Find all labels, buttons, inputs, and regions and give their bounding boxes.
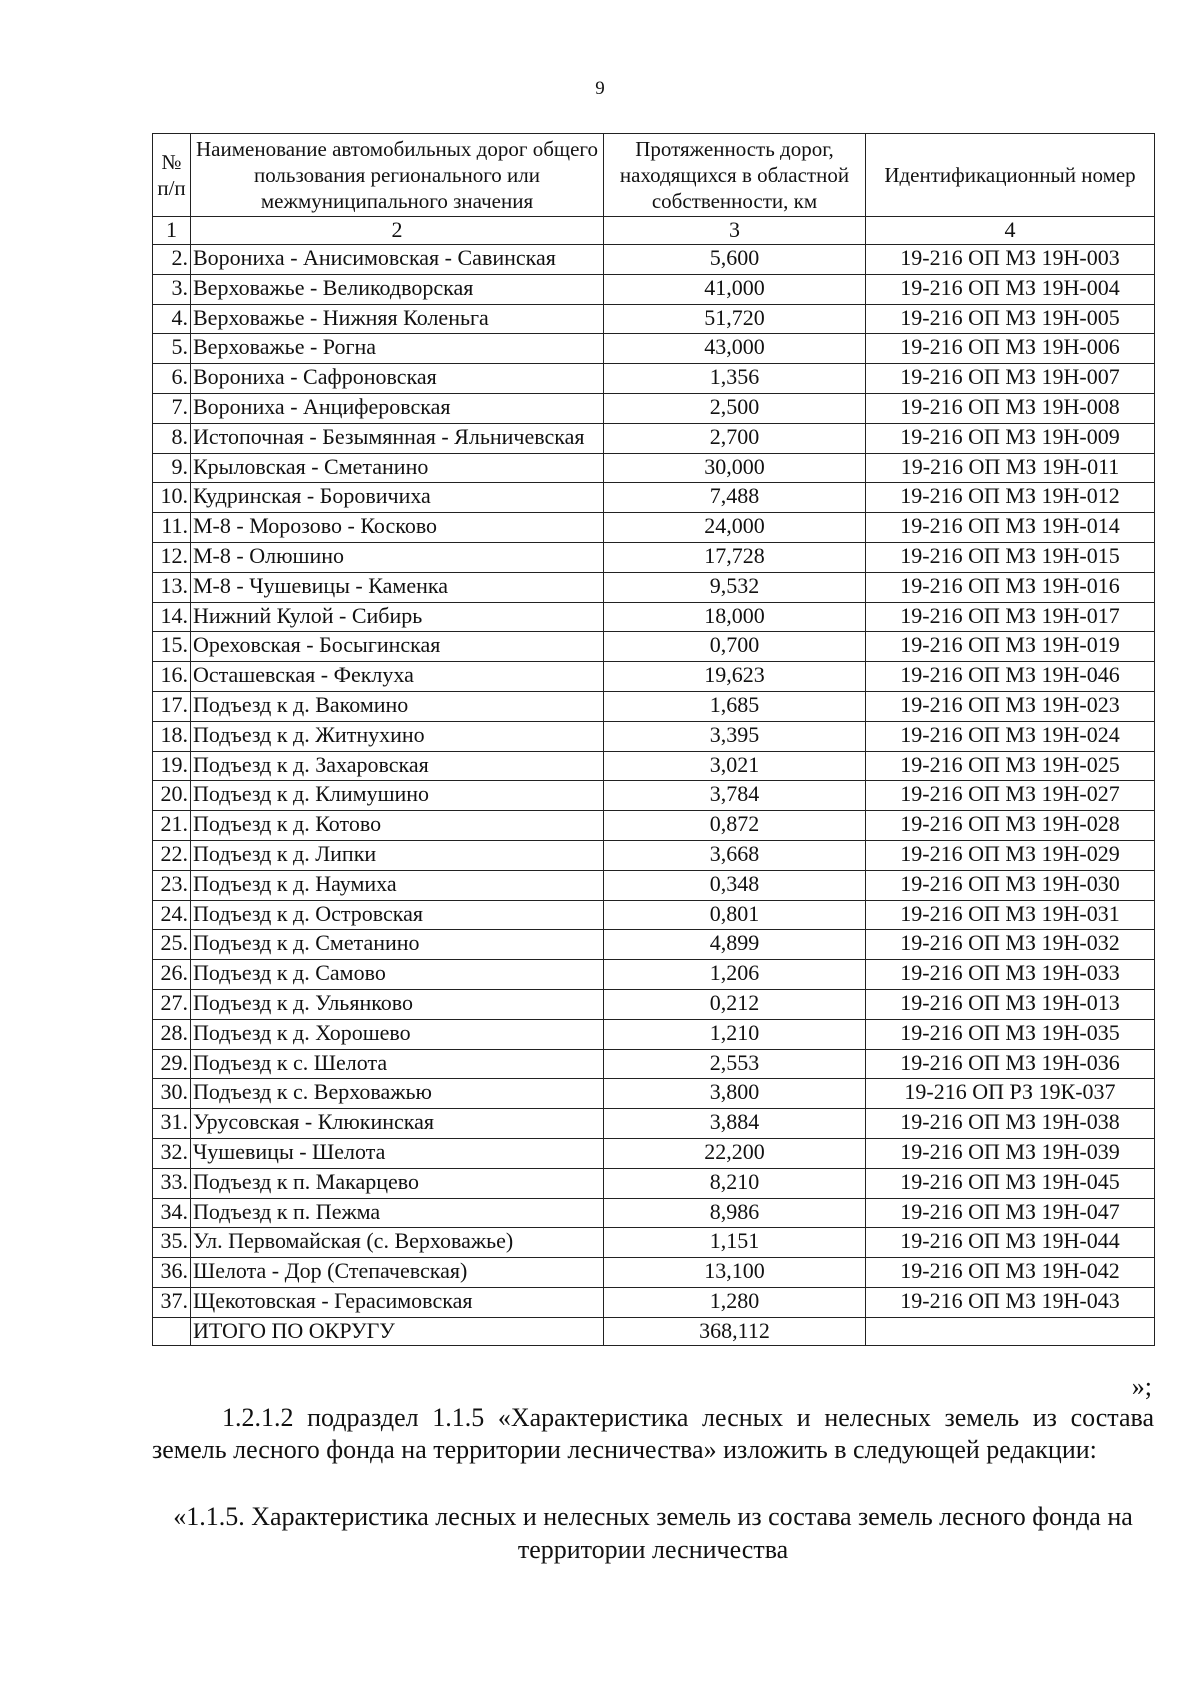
road-identifier: 19-216 ОП МЗ 19Н-016 <box>866 572 1155 602</box>
row-number: 17. <box>153 691 191 721</box>
column-number: 1 <box>153 217 191 245</box>
table-row <box>153 364 1155 394</box>
road-length: 2,700 <box>604 423 866 453</box>
road-length: 19,623 <box>604 662 866 692</box>
total-row <box>153 1317 1155 1345</box>
road-identifier: 19-216 ОП МЗ 19Н-036 <box>866 1049 1155 1079</box>
road-length: 1,151 <box>604 1228 866 1258</box>
table-row <box>153 989 1155 1019</box>
road-length: 7,488 <box>604 483 866 513</box>
road-name: Подъезд к д. Хорошево <box>191 1019 604 1049</box>
road-identifier: 19-216 ОП МЗ 19Н-042 <box>866 1258 1155 1288</box>
total-label: ИТОГО ПО ОКРУГУ <box>191 1317 604 1345</box>
road-length: 4,899 <box>604 930 866 960</box>
row-number: 10. <box>153 483 191 513</box>
road-length: 1,280 <box>604 1287 866 1317</box>
road-name: Подъезд к д. Сметанино <box>191 930 604 960</box>
road-name: Подъезд к с. Верховажью <box>191 1079 604 1109</box>
road-identifier: 19-216 ОП МЗ 19Н-019 <box>866 632 1155 662</box>
table-row <box>153 393 1155 423</box>
road-name: Верховажье - Великодворская <box>191 274 604 304</box>
road-identifier: 19-216 ОП МЗ 19Н-029 <box>866 840 1155 870</box>
table-row <box>153 1228 1155 1258</box>
road-name: М-8 - Олюшино <box>191 542 604 572</box>
road-length: 0,872 <box>604 811 866 841</box>
road-length: 1,685 <box>604 691 866 721</box>
table-row <box>153 304 1155 334</box>
table-row <box>153 900 1155 930</box>
row-number: 31. <box>153 1109 191 1139</box>
table-row <box>153 721 1155 751</box>
table-row <box>153 453 1155 483</box>
table-row <box>153 930 1155 960</box>
road-name: М-8 - Чушевицы - Каменка <box>191 572 604 602</box>
road-identifier: 19-216 ОП МЗ 19Н-024 <box>866 721 1155 751</box>
road-length: 43,000 <box>604 334 866 364</box>
row-number: 4. <box>153 304 191 334</box>
row-number: 35. <box>153 1228 191 1258</box>
row-number: 22. <box>153 840 191 870</box>
table-row <box>153 602 1155 632</box>
row-number: 21. <box>153 811 191 841</box>
road-name: Подъезд к д. Захаровская <box>191 751 604 781</box>
road-name: Верховажье - Рогна <box>191 334 604 364</box>
row-number: 14. <box>153 602 191 632</box>
total-length: 368,112 <box>604 1317 866 1345</box>
road-length: 8,210 <box>604 1168 866 1198</box>
row-number: 8. <box>153 423 191 453</box>
road-name: М-8 - Морозово - Косково <box>191 513 604 543</box>
table-row <box>153 1138 1155 1168</box>
road-name: Подъезд к д. Липки <box>191 840 604 870</box>
column-number: 3 <box>604 217 866 245</box>
table-row <box>153 870 1155 900</box>
road-identifier: 19-216 ОП МЗ 19Н-032 <box>866 930 1155 960</box>
table-row <box>153 1049 1155 1079</box>
road-name: Чушевицы - Шелота <box>191 1138 604 1168</box>
row-number: 6. <box>153 364 191 394</box>
road-length: 3,021 <box>604 751 866 781</box>
column-number: 2 <box>191 217 604 245</box>
table-row <box>153 483 1155 513</box>
row-number: 36. <box>153 1258 191 1288</box>
row-number: 32. <box>153 1138 191 1168</box>
table-row <box>153 960 1155 990</box>
road-name: Крыловская - Сметанино <box>191 453 604 483</box>
road-identifier: 19-216 ОП МЗ 19Н-039 <box>866 1138 1155 1168</box>
table-row <box>153 632 1155 662</box>
road-length: 30,000 <box>604 453 866 483</box>
table-row <box>153 1019 1155 1049</box>
row-number: 26. <box>153 960 191 990</box>
road-identifier: 19-216 ОП МЗ 19Н-009 <box>866 423 1155 453</box>
table-body <box>153 245 1155 1318</box>
road-identifier: 19-216 ОП МЗ 19Н-025 <box>866 751 1155 781</box>
header-number: № п/п <box>153 134 191 217</box>
table-row <box>153 572 1155 602</box>
road-length: 3,784 <box>604 781 866 811</box>
table-header-row <box>153 134 1155 217</box>
row-number: 11. <box>153 513 191 543</box>
road-identifier: 19-216 ОП МЗ 19Н-046 <box>866 662 1155 692</box>
road-identifier: 19-216 ОП МЗ 19Н-015 <box>866 542 1155 572</box>
road-identifier: 19-216 ОП МЗ 19Н-027 <box>866 781 1155 811</box>
road-length: 1,210 <box>604 1019 866 1049</box>
road-name: Подъезд к д. Ульянково <box>191 989 604 1019</box>
road-identifier: 19-216 ОП МЗ 19Н-007 <box>866 364 1155 394</box>
header-identifier: Идентификационный номер <box>866 134 1155 217</box>
road-length: 22,200 <box>604 1138 866 1168</box>
road-length: 0,700 <box>604 632 866 662</box>
row-number: 24. <box>153 900 191 930</box>
road-length: 51,720 <box>604 304 866 334</box>
table-row <box>153 840 1155 870</box>
row-number: 23. <box>153 870 191 900</box>
road-length: 18,000 <box>604 602 866 632</box>
road-identifier: 19-216 ОП МЗ 19Н-017 <box>866 602 1155 632</box>
road-length: 3,668 <box>604 840 866 870</box>
table-row <box>153 662 1155 692</box>
road-name: Ворониха - Сафроновская <box>191 364 604 394</box>
page-number: 9 <box>595 78 605 99</box>
road-identifier: 19-216 ОП МЗ 19Н-044 <box>866 1228 1155 1258</box>
header-length: Протяженность дорог, находящихся в областной собственности, км <box>604 134 866 217</box>
road-name: Подъезд к с. Шелота <box>191 1049 604 1079</box>
road-name: Подъезд к д. Самово <box>191 960 604 990</box>
table-row <box>153 513 1155 543</box>
road-length: 0,212 <box>604 989 866 1019</box>
road-identifier: 19-216 ОП МЗ 19Н-011 <box>866 453 1155 483</box>
row-number: 33. <box>153 1168 191 1198</box>
road-length: 41,000 <box>604 274 866 304</box>
road-length: 3,395 <box>604 721 866 751</box>
closing-quote: »; <box>1131 1372 1152 1401</box>
road-identifier: 19-216 ОП РЗ 19К-037 <box>866 1079 1155 1109</box>
road-length: 3,800 <box>604 1079 866 1109</box>
road-identifier: 19-216 ОП МЗ 19Н-005 <box>866 304 1155 334</box>
row-number: 19. <box>153 751 191 781</box>
total-identifier-cell <box>866 1317 1155 1345</box>
road-name: Подъезд к д. Наумиха <box>191 870 604 900</box>
row-number: 13. <box>153 572 191 602</box>
road-identifier: 19-216 ОП МЗ 19Н-045 <box>866 1168 1155 1198</box>
road-identifier: 19-216 ОП МЗ 19Н-014 <box>866 513 1155 543</box>
road-name: Подъезд к п. Макарцево <box>191 1168 604 1198</box>
road-name: Ул. Первомайская (с. Верховажье) <box>191 1228 604 1258</box>
road-identifier: 19-216 ОП МЗ 19Н-028 <box>866 811 1155 841</box>
road-name: Ореховская - Босыгинская <box>191 632 604 662</box>
road-identifier: 19-216 ОП МЗ 19Н-035 <box>866 1019 1155 1049</box>
row-number: 12. <box>153 542 191 572</box>
table-row <box>153 542 1155 572</box>
table-row <box>153 751 1155 781</box>
road-name: Подъезд к д. Климушино <box>191 781 604 811</box>
table-row <box>153 1258 1155 1288</box>
road-length: 3,884 <box>604 1109 866 1139</box>
row-number: 7. <box>153 393 191 423</box>
road-name: Нижний Кулой - Сибирь <box>191 602 604 632</box>
road-length: 2,500 <box>604 393 866 423</box>
road-name: Осташевская - Феклуха <box>191 662 604 692</box>
road-identifier: 19-216 ОП МЗ 19Н-008 <box>866 393 1155 423</box>
road-name: Ворониха - Анисимовская - Савинская <box>191 245 604 275</box>
column-number: 4 <box>866 217 1155 245</box>
road-identifier: 19-216 ОП МЗ 19Н-023 <box>866 691 1155 721</box>
road-identifier: 19-216 ОП МЗ 19Н-004 <box>866 274 1155 304</box>
road-name: Кудринская - Боровичиха <box>191 483 604 513</box>
road-length: 0,801 <box>604 900 866 930</box>
road-length: 24,000 <box>604 513 866 543</box>
section-heading: «1.1.5. Характеристика лесных и нелесных земель из состава земель лесного фонда на территории лесничества <box>173 1502 1133 1564</box>
road-identifier: 19-216 ОП МЗ 19Н-013 <box>866 989 1155 1019</box>
road-identifier: 19-216 ОП МЗ 19Н-012 <box>866 483 1155 513</box>
table-row <box>153 245 1155 275</box>
row-number: 28. <box>153 1019 191 1049</box>
road-length: 9,532 <box>604 572 866 602</box>
row-number: 20. <box>153 781 191 811</box>
row-number: 27. <box>153 989 191 1019</box>
road-name: Подъезд к п. Пежма <box>191 1198 604 1228</box>
road-name: Шелота - Дор (Степачевская) <box>191 1258 604 1288</box>
road-name: Подъезд к д. Котово <box>191 811 604 841</box>
road-identifier: 19-216 ОП МЗ 19Н-043 <box>866 1287 1155 1317</box>
row-number: 9. <box>153 453 191 483</box>
row-number: 34. <box>153 1198 191 1228</box>
table-row <box>153 274 1155 304</box>
road-name: Подъезд к д. Вакомино <box>191 691 604 721</box>
road-length: 1,356 <box>604 364 866 394</box>
road-length: 2,553 <box>604 1049 866 1079</box>
road-identifier: 19-216 ОП МЗ 19Н-031 <box>866 900 1155 930</box>
table-row <box>153 1109 1155 1139</box>
table-row <box>153 1079 1155 1109</box>
road-length: 1,206 <box>604 960 866 990</box>
road-identifier: 19-216 ОП МЗ 19Н-047 <box>866 1198 1155 1228</box>
total-number-cell <box>153 1317 191 1345</box>
road-length: 8,986 <box>604 1198 866 1228</box>
road-length: 5,600 <box>604 245 866 275</box>
road-name: Истопочная - Безымянная - Яльничевская <box>191 423 604 453</box>
road-name: Подъезд к д. Островская <box>191 900 604 930</box>
road-identifier: 19-216 ОП МЗ 19Н-030 <box>866 870 1155 900</box>
table-row <box>153 691 1155 721</box>
table-row <box>153 1198 1155 1228</box>
road-name: Урусовская - Клюкинская <box>191 1109 604 1139</box>
row-number: 37. <box>153 1287 191 1317</box>
road-length: 13,100 <box>604 1258 866 1288</box>
road-identifier: 19-216 ОП МЗ 19Н-033 <box>866 960 1155 990</box>
row-number: 3. <box>153 274 191 304</box>
header-road-name: Наименование автомобильных дорог общего пользования регионального или межмуниципального значения <box>191 134 604 217</box>
table-row <box>153 811 1155 841</box>
row-number: 2. <box>153 245 191 275</box>
road-name: Подъезд к д. Житнухино <box>191 721 604 751</box>
row-number: 30. <box>153 1079 191 1109</box>
table-row <box>153 423 1155 453</box>
column-numbers-row <box>153 217 1155 245</box>
road-identifier: 19-216 ОП МЗ 19Н-006 <box>866 334 1155 364</box>
amendment-paragraph: 1.2.1.2 подраздел 1.1.5 «Характеристика лесных и нелесных земель из состава земель лесного фонда на территории лесничества» изложить в следующей редакции: <box>152 1403 1154 1464</box>
roads-table <box>152 133 1155 1346</box>
row-number: 15. <box>153 632 191 662</box>
road-name: Верховажье - Нижняя Коленьга <box>191 304 604 334</box>
row-number: 18. <box>153 721 191 751</box>
row-number: 16. <box>153 662 191 692</box>
road-name: Щекотовская - Герасимовская <box>191 1287 604 1317</box>
row-number: 25. <box>153 930 191 960</box>
table-row <box>153 334 1155 364</box>
table-row <box>153 781 1155 811</box>
road-identifier: 19-216 ОП МЗ 19Н-038 <box>866 1109 1155 1139</box>
road-length: 17,728 <box>604 542 866 572</box>
road-identifier: 19-216 ОП МЗ 19Н-003 <box>866 245 1155 275</box>
row-number: 5. <box>153 334 191 364</box>
road-length: 0,348 <box>604 870 866 900</box>
table-row <box>153 1287 1155 1317</box>
road-name: Ворониха - Анциферовская <box>191 393 604 423</box>
row-number: 29. <box>153 1049 191 1079</box>
table-row <box>153 1168 1155 1198</box>
